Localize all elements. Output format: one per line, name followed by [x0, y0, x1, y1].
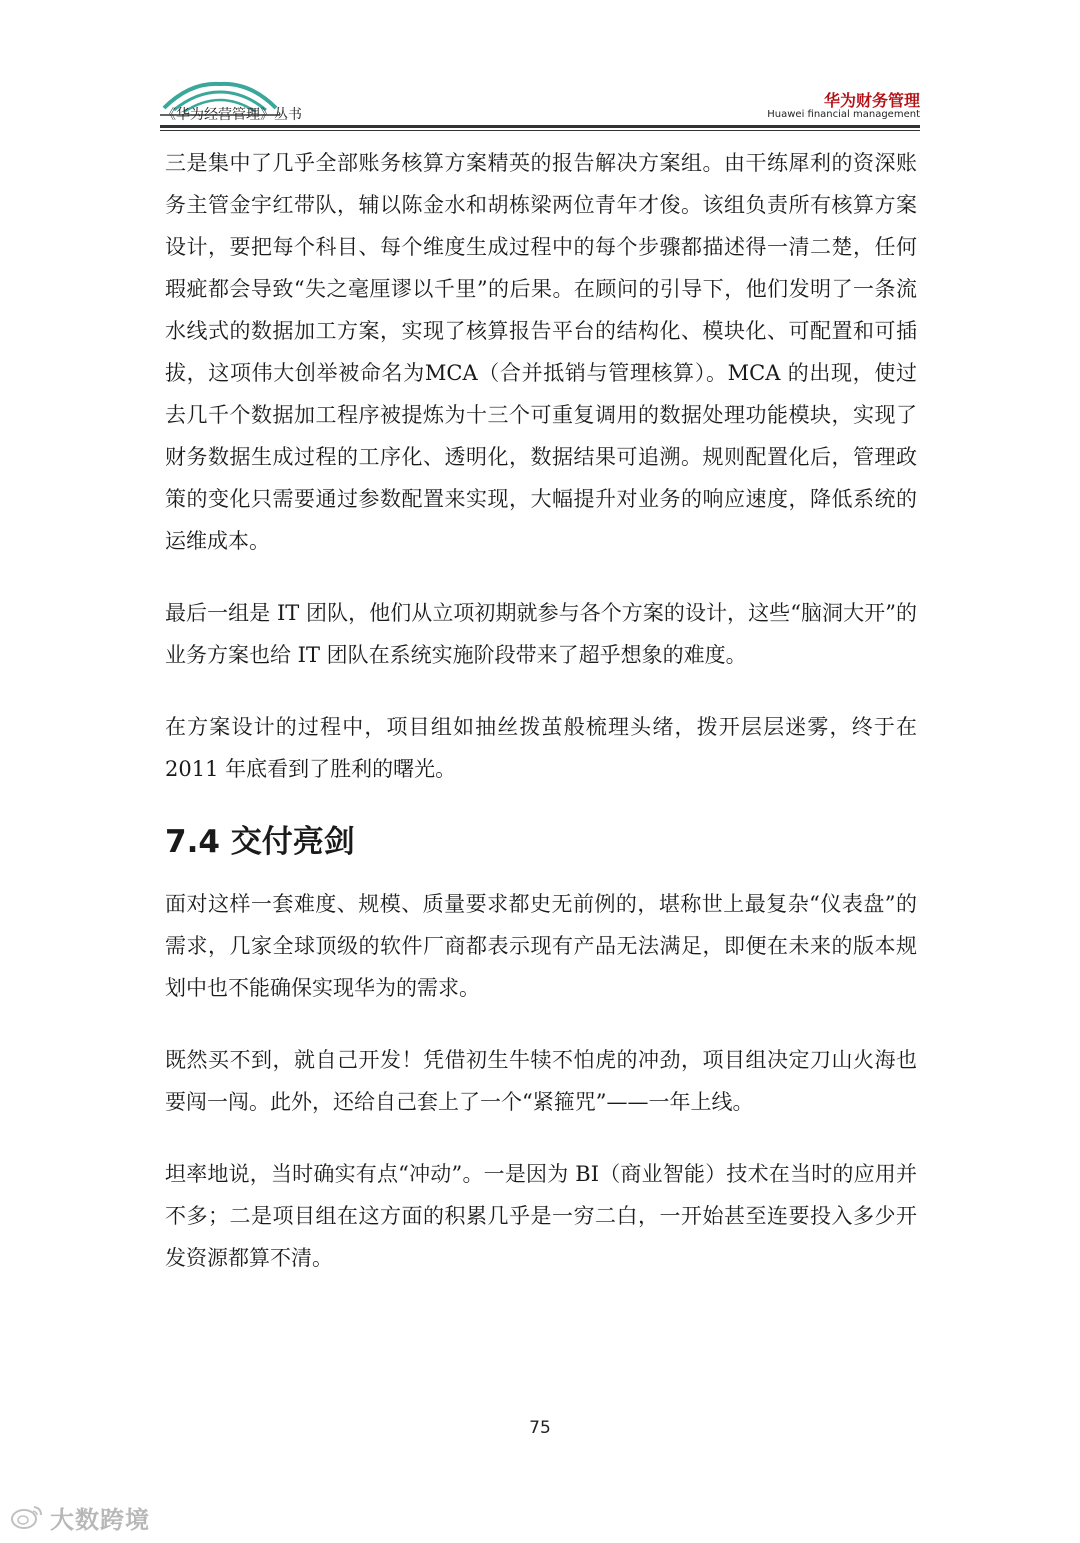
- brand-title-en: Huawei financial management: [767, 109, 920, 120]
- watermark: [10, 1500, 150, 1534]
- body-paragraph: 既然买不到，就自己开发！凭借初生牛犊不怕虎的冲劲，项目组决定刀山火海也要闯一闯。此外，还给自己套上了一个“紧箍咒”——一年上线。: [165, 1048, 917, 1114]
- brand-title-cn: 华为财务管理: [823, 91, 920, 110]
- body-paragraph: 三是集中了几乎全部账务核算方案精英的报告解决方案组。由干练犀利的资深账务主管金宇红带队，辅以陈金水和胡栋梁两位青年才俊。该组负责所有核算方案设计，要把每个科目、每个维度生成过程中的每个步骤都描述得一清二楚，任何瑕疵都会导致“失之毫厘谬以千里”的后果。在顾问的引导下，他们发明了一条流水线式的数据加工方案，实现了核算报告平台的结构化、模块化、可配置和可插拔，这项伟大创举被命名为MCA（合并抵销与管理核算）。MCA 的出现，使过去几千个数据加工程序被提炼为十三个可重复调用的数据处理功能模块，实现了财务数据生成过程的工序化、透明化，数据结果可追溯。规则配置化后，管理政策的变化只需要通过参数配置来实现，大幅提升对业务的响应速度，降低系统的运维成本。: [165, 151, 917, 553]
- header-rule-thin: [160, 130, 920, 131]
- page-number: 75: [529, 1418, 551, 1438]
- page-header: [160, 60, 920, 130]
- page-body: [165, 142, 917, 1279]
- body-paragraph: 在方案设计的过程中，项目组如抽丝拨茧般梳理头绪，拨开层层迷雾，终于在2011 年底看到了胜利的曙光。: [165, 715, 917, 781]
- watermark-text: 大数跨境: [50, 1505, 150, 1534]
- body-paragraph: 坦率地说，当时确实有点“冲动”。一是因为 BI（商业智能）技术在当时的应用并不多；二是项目组在这方面的积累几乎是一穷二白，一开始甚至连要投入多少开发资源都算不清。: [165, 1162, 917, 1270]
- section-heading: 7.4 交付亮剑: [165, 824, 355, 860]
- body-paragraph: 面对这样一套难度、规模、质量要求都史无前例的，堪称世上最复杂“仪表盘”的需求，几家全球顶级的软件厂商都表示现有产品无法满足，即便在未来的版本规划中也不能确保实现华为的需求。: [165, 892, 917, 1000]
- body-paragraph: 最后一组是 IT 团队，他们从立项初期就参与各个方案的设计，这些“脑洞大开”的业务方案也给 IT 团队在系统实施阶段带来了超乎想象的难度。: [165, 601, 917, 667]
- series-title: 《华为经营管理》丛书: [162, 107, 302, 123]
- weibo-icon: [10, 1503, 44, 1531]
- header-rule: [160, 125, 920, 128]
